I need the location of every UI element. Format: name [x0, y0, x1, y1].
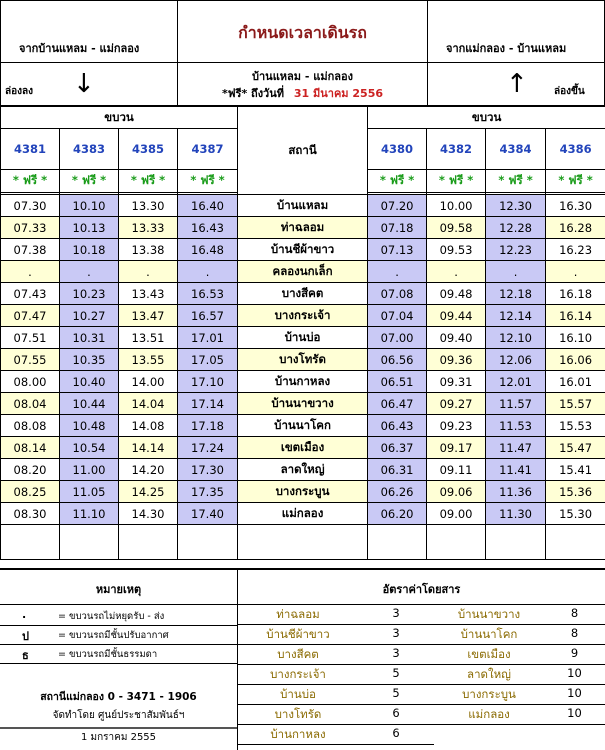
- time-cell: 16.30: [546, 195, 605, 217]
- time-cell: 07.38: [1, 239, 60, 261]
- table-row: [1, 503, 605, 525]
- free-until-text: *ฟรี* ถึงวันที่: [222, 87, 284, 100]
- time-cell: 16.28: [546, 217, 605, 239]
- time-cell: 16.53: [178, 283, 238, 305]
- time-cell: 13.33: [119, 217, 178, 239]
- station-cell: บางโทรัด: [238, 349, 368, 371]
- time-cell: .: [368, 261, 427, 283]
- station-cell: บ้านชีผ้าขาว: [238, 239, 368, 261]
- note-symbol: ธ: [22, 646, 29, 664]
- time-cell: 09.11: [427, 459, 486, 481]
- time-cell: 13.51: [119, 327, 178, 349]
- train-number: 4382: [427, 129, 486, 170]
- time-cell: 17.40: [178, 503, 238, 525]
- header-left-box: [0, 0, 178, 106]
- free-until-date: 31 มีนาคม 2556: [294, 87, 383, 100]
- time-cell: 13.47: [119, 305, 178, 327]
- note-divider: [0, 625, 237, 626]
- time-cell: 10.35: [60, 349, 119, 371]
- time-cell: 11.30: [486, 503, 546, 525]
- table-row: [1, 327, 605, 349]
- station-cell: บ้านแหลม: [238, 195, 368, 217]
- time-cell: 12.10: [486, 327, 546, 349]
- table-row: [1, 481, 605, 503]
- time-cell: 16.18: [546, 283, 605, 305]
- time-cell: 11.41: [486, 459, 546, 481]
- fare-divider: [238, 644, 434, 645]
- time-cell: .: [178, 261, 238, 283]
- time-cell: 16.10: [546, 327, 605, 349]
- empty-cell: [178, 525, 238, 560]
- time-cell: 17.01: [178, 327, 238, 349]
- table-row: [1, 217, 605, 239]
- time-cell: 15.30: [546, 503, 605, 525]
- time-cell: 08.25: [1, 481, 60, 503]
- time-cell: 09.17: [427, 437, 486, 459]
- fare-divider: [238, 724, 434, 725]
- time-cell: 09.48: [427, 283, 486, 305]
- time-cell: 16.43: [178, 217, 238, 239]
- fare-station: บางโทรัด: [238, 706, 358, 724]
- train-number: 4384: [486, 129, 546, 170]
- time-cell: 16.14: [546, 305, 605, 327]
- fare-price: 6: [358, 726, 434, 740]
- timetable: [0, 106, 605, 560]
- time-cell: 09.36: [427, 349, 486, 371]
- fare-price: 5: [358, 686, 434, 700]
- time-cell: 15.41: [546, 459, 605, 481]
- time-cell: 06.37: [368, 437, 427, 459]
- station-cell: บ้านบ่อ: [238, 327, 368, 349]
- train-number: 4386: [546, 129, 605, 170]
- station-cell: เขตเมือง: [238, 437, 368, 459]
- station-cell: ลาดใหญ่: [238, 459, 368, 481]
- free-label: * ฟรี *: [60, 170, 119, 193]
- note-divider: [0, 644, 237, 645]
- note-divider: [0, 663, 237, 664]
- empty-row: [1, 525, 605, 560]
- time-cell: 08.00: [1, 371, 60, 393]
- time-cell: 10.27: [60, 305, 119, 327]
- time-cell: 12.18: [486, 283, 546, 305]
- time-cell: 10.31: [60, 327, 119, 349]
- time-cell: 17.14: [178, 393, 238, 415]
- fare-divider: [434, 644, 605, 645]
- time-cell: 13.30: [119, 195, 178, 217]
- station-cell: บ้านนาขวาง: [238, 393, 368, 415]
- time-cell: 12.01: [486, 371, 546, 393]
- train-number: 4383: [60, 129, 119, 170]
- route-label: บ้านแหลม - แม่กลอง: [178, 67, 427, 85]
- empty-cell: [427, 525, 486, 560]
- time-cell: 15.47: [546, 437, 605, 459]
- time-cell: 07.51: [1, 327, 60, 349]
- time-cell: .: [1, 261, 60, 283]
- time-cell: 10.48: [60, 415, 119, 437]
- fare-station: แม่กลอง: [434, 706, 544, 724]
- empty-cell: [368, 525, 427, 560]
- time-cell: 15.53: [546, 415, 605, 437]
- table-row: [1, 349, 605, 371]
- time-cell: 08.30: [1, 503, 60, 525]
- time-cell: 06.51: [368, 371, 427, 393]
- time-cell: 06.31: [368, 459, 427, 481]
- station-cell: บางกระบูน: [238, 481, 368, 503]
- time-cell: 16.40: [178, 195, 238, 217]
- fare-divider: [238, 704, 434, 705]
- time-cell: 10.13: [60, 217, 119, 239]
- time-cell: 14.20: [119, 459, 178, 481]
- time-cell: 07.30: [1, 195, 60, 217]
- table-row: [1, 283, 605, 305]
- table-row: [1, 371, 605, 393]
- fare-price: 6: [358, 706, 434, 720]
- time-cell: .: [119, 261, 178, 283]
- time-cell: 06.20: [368, 503, 427, 525]
- fares-title: อัตราค่าโดยสาร: [238, 580, 605, 598]
- time-cell: .: [546, 261, 605, 283]
- khbuan-right-header: ขบวน: [368, 107, 605, 129]
- station-cell: บ้านกาหลง: [238, 371, 368, 393]
- time-cell: 17.10: [178, 371, 238, 393]
- time-cell: 10.40: [60, 371, 119, 393]
- station-cell: แม่กลอง: [238, 503, 368, 525]
- time-cell: .: [60, 261, 119, 283]
- time-cell: 17.24: [178, 437, 238, 459]
- notes-title: หมายเหตุ: [0, 580, 237, 598]
- header-center-box: [177, 0, 428, 106]
- time-cell: 07.47: [1, 305, 60, 327]
- fare-station: บ้านกาหลง: [238, 726, 358, 744]
- time-cell: 07.43: [1, 283, 60, 305]
- fare-divider: [434, 664, 605, 665]
- station-header: สถานี: [238, 107, 368, 195]
- time-cell: 11.36: [486, 481, 546, 503]
- fare-price: 10: [544, 686, 605, 700]
- time-cell: 09.44: [427, 305, 486, 327]
- fare-station: เขตเมือง: [434, 646, 544, 664]
- time-cell: 14.14: [119, 437, 178, 459]
- time-cell: 08.08: [1, 415, 60, 437]
- fare-price: 8: [544, 606, 605, 620]
- fare-station: บ้านชีผ้าขาว: [238, 626, 358, 644]
- time-cell: .: [427, 261, 486, 283]
- empty-cell: [60, 525, 119, 560]
- bottom-section: [0, 568, 605, 748]
- fare-station: ลาดใหญ่: [434, 666, 544, 684]
- header-row-1: [1, 107, 605, 129]
- left-direction-sub: ล่องลง: [5, 84, 33, 99]
- time-cell: 12.30: [486, 195, 546, 217]
- time-cell: 09.53: [427, 239, 486, 261]
- fare-price: 5: [358, 666, 434, 680]
- time-cell: 08.20: [1, 459, 60, 481]
- time-cell: 07.08: [368, 283, 427, 305]
- free-label: * ฟรี *: [546, 170, 605, 193]
- time-cell: 17.35: [178, 481, 238, 503]
- time-cell: 06.56: [368, 349, 427, 371]
- down-arrow-icon: ↓: [73, 69, 95, 99]
- free-label: * ฟรี *: [486, 170, 546, 193]
- table-row: [1, 195, 605, 217]
- time-cell: 17.30: [178, 459, 238, 481]
- fare-price: 8: [544, 626, 605, 640]
- time-cell: 16.06: [546, 349, 605, 371]
- time-cell: 12.28: [486, 217, 546, 239]
- issue-date: 1 มกราคม 2555: [0, 730, 237, 745]
- time-cell: 14.25: [119, 481, 178, 503]
- time-cell: 13.38: [119, 239, 178, 261]
- fare-station: บางกระบูน: [434, 686, 544, 704]
- time-cell: 12.14: [486, 305, 546, 327]
- time-cell: 16.57: [178, 305, 238, 327]
- page-title: กำหนดเวลาเดินรถ: [178, 21, 427, 46]
- fare-station: ท่าฉลอม: [238, 606, 358, 624]
- table-row: [1, 305, 605, 327]
- left-direction-title: จากบ้านแหลม - แม่กลอง: [19, 39, 139, 57]
- table-row: [1, 239, 605, 261]
- free-label: * ฟรี *: [178, 170, 238, 193]
- note-text: = ขบวนรถมีชั้นปรับอากาศ: [58, 628, 169, 643]
- empty-cell: [546, 525, 605, 560]
- time-cell: 10.00: [427, 195, 486, 217]
- time-cell: 11.10: [60, 503, 119, 525]
- time-cell: 12.23: [486, 239, 546, 261]
- time-cell: 06.47: [368, 393, 427, 415]
- train-number: 4385: [119, 129, 178, 170]
- station-cell: บางสีคต: [238, 283, 368, 305]
- time-cell: 16.48: [178, 239, 238, 261]
- station-cell: บางกระเจ้า: [238, 305, 368, 327]
- made-by-label: จัดทำโดย ศูนย์ประชาสัมพันธ์ฯ: [0, 708, 237, 723]
- time-cell: 14.30: [119, 503, 178, 525]
- time-cell: 12.06: [486, 349, 546, 371]
- station-cell: ท่าฉลอม: [238, 217, 368, 239]
- time-cell: 11.05: [60, 481, 119, 503]
- fare-price: 10: [544, 706, 605, 720]
- fare-divider: [434, 684, 605, 685]
- time-cell: 08.04: [1, 393, 60, 415]
- time-cell: 11.00: [60, 459, 119, 481]
- fare-station: บ้านบ่อ: [238, 686, 358, 704]
- train-number: 4380: [368, 129, 427, 170]
- free-label: * ฟรี *: [368, 170, 427, 193]
- table-row: [1, 393, 605, 415]
- table-row: [1, 415, 605, 437]
- time-cell: 09.31: [427, 371, 486, 393]
- table-row: [1, 437, 605, 459]
- table-row: [1, 459, 605, 481]
- time-cell: 10.23: [60, 283, 119, 305]
- fare-divider: [434, 624, 605, 625]
- time-cell: 07.20: [368, 195, 427, 217]
- time-cell: 16.01: [546, 371, 605, 393]
- empty-cell: [119, 525, 178, 560]
- time-cell: 07.00: [368, 327, 427, 349]
- time-cell: .: [486, 261, 546, 283]
- time-cell: 09.06: [427, 481, 486, 503]
- time-cell: 15.57: [546, 393, 605, 415]
- free-label: * ฟรี *: [119, 170, 178, 193]
- empty-cell: [1, 525, 60, 560]
- time-cell: 16.23: [546, 239, 605, 261]
- time-cell: 11.53: [486, 415, 546, 437]
- time-cell: 17.05: [178, 349, 238, 371]
- fare-divider: [238, 624, 434, 625]
- fare-divider: [238, 744, 434, 745]
- time-cell: 09.00: [427, 503, 486, 525]
- right-direction-title: จากแม่กลอง - บ้านแหลม: [446, 39, 566, 57]
- time-cell: 06.43: [368, 415, 427, 437]
- station-cell: คลองนกเล็ก: [238, 261, 368, 283]
- note-symbol: ป: [22, 627, 29, 645]
- fare-station: บ้านนาขวาง: [434, 606, 544, 624]
- time-cell: 15.36: [546, 481, 605, 503]
- time-cell: 09.27: [427, 393, 486, 415]
- fare-price: 10: [544, 666, 605, 680]
- time-cell: 08.14: [1, 437, 60, 459]
- khbuan-left-header: ขบวน: [1, 107, 238, 129]
- fare-price: 3: [358, 606, 434, 620]
- fare-price: 9: [544, 646, 605, 660]
- right-direction-sub: ล่องขึ้น: [554, 84, 585, 99]
- table-row: [1, 261, 605, 283]
- fare-station: บ้านนาโคก: [434, 626, 544, 644]
- time-cell: 06.26: [368, 481, 427, 503]
- fare-price: 3: [358, 646, 434, 660]
- free-label: * ฟรี *: [427, 170, 486, 193]
- time-cell: 10.10: [60, 195, 119, 217]
- fare-station: บางสีคต: [238, 646, 358, 664]
- note-symbol: .: [22, 608, 26, 621]
- time-cell: 09.40: [427, 327, 486, 349]
- fare-divider: [238, 684, 434, 685]
- time-cell: 11.57: [486, 393, 546, 415]
- time-cell: 10.54: [60, 437, 119, 459]
- time-cell: 10.18: [60, 239, 119, 261]
- fare-station: บางกระเจ้า: [238, 666, 358, 684]
- fare-divider: [238, 664, 434, 665]
- fare-price: 3: [358, 626, 434, 640]
- time-cell: 07.55: [1, 349, 60, 371]
- time-cell: 07.13: [368, 239, 427, 261]
- free-until-label: [178, 84, 427, 102]
- time-cell: 11.47: [486, 437, 546, 459]
- phone-label: สถานีแม่กลอง 0 - 3471 - 1906: [0, 688, 237, 705]
- time-cell: 14.00: [119, 371, 178, 393]
- time-cell: 14.08: [119, 415, 178, 437]
- time-cell: 09.23: [427, 415, 486, 437]
- train-number: 4381: [1, 129, 60, 170]
- time-cell: 07.33: [1, 217, 60, 239]
- fare-divider: [434, 724, 605, 725]
- time-cell: 10.44: [60, 393, 119, 415]
- empty-cell: [238, 525, 368, 560]
- note-text: = ขบวนรถไม่หยุดรับ - ส่ง: [58, 609, 164, 624]
- up-arrow-icon: ↑: [506, 69, 528, 99]
- time-cell: 07.18: [368, 217, 427, 239]
- time-cell: 13.43: [119, 283, 178, 305]
- station-cell: บ้านนาโคก: [238, 415, 368, 437]
- time-cell: 09.58: [427, 217, 486, 239]
- train-number: 4387: [178, 129, 238, 170]
- time-cell: 07.04: [368, 305, 427, 327]
- empty-cell: [486, 525, 546, 560]
- time-cell: 13.55: [119, 349, 178, 371]
- fare-divider: [434, 704, 605, 705]
- time-cell: 14.04: [119, 393, 178, 415]
- header-right-box: [427, 0, 605, 106]
- free-label: * ฟรี *: [1, 170, 60, 193]
- note-text: = ขบวนรถมีชั้นธรรมดา: [58, 647, 157, 662]
- time-cell: 17.18: [178, 415, 238, 437]
